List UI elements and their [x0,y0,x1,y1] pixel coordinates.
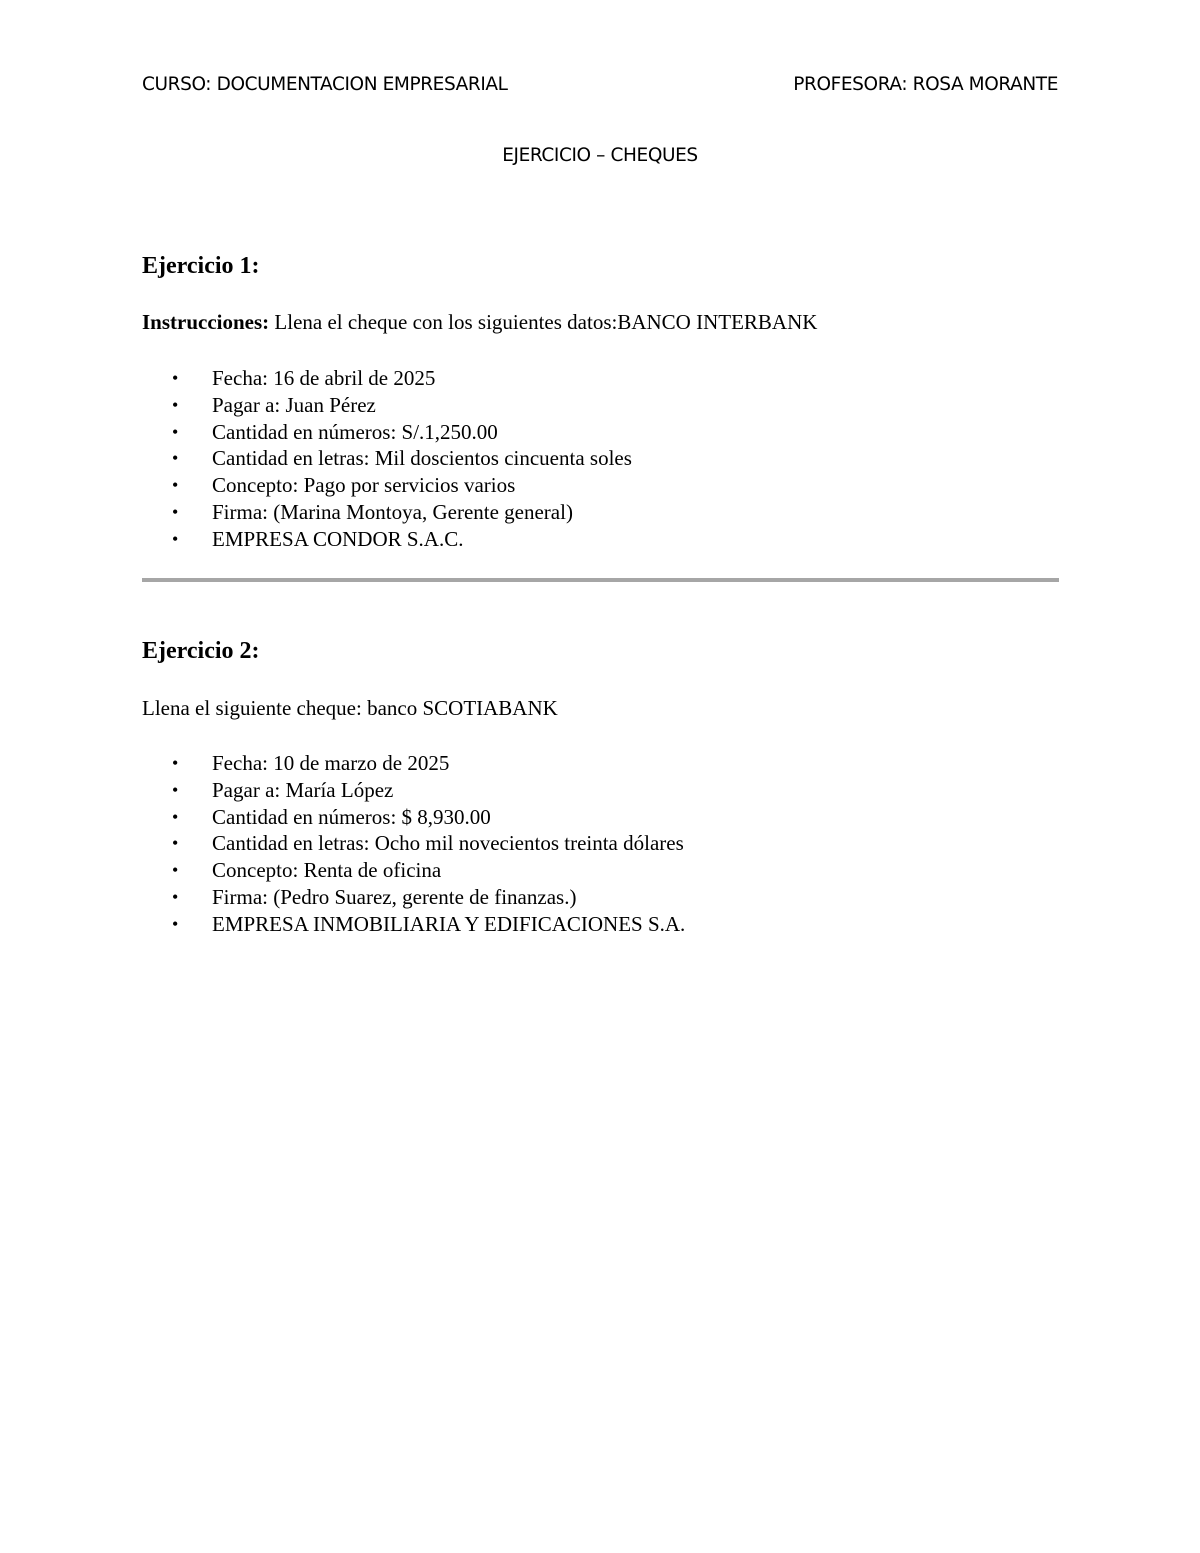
exercise-2-list [172,750,685,938]
list-item-text: Firma: (Pedro Suarez, gerente de finanzas.) [212,884,577,909]
list-item-text: Fecha: 16 de abril de 2025 [212,366,436,390]
bullet-icon: • [172,475,179,496]
bullet-icon: • [172,833,179,854]
list-item-text: Cantidad en letras: Mil doscientos cincuenta soles [212,446,632,471]
list-item-text: Cantidad en letras: Ocho mil novecientos treinta dólares [212,831,684,856]
bullet-icon: • [172,501,179,522]
list-item [172,750,685,777]
bullet-icon: • [172,779,179,800]
exercise-1-list [172,365,632,553]
exercise-2-instructions: Llena el siguiente cheque: banco SCOTIABANK [142,696,558,720]
bullet-icon: • [172,421,179,442]
bullet-icon: • [172,394,179,415]
list-item [172,365,632,392]
bullet-icon: • [172,860,179,881]
list-item-text: Cantidad en números: S/.1,250.00 [212,419,498,444]
list-item-text: Cantidad en números: $ 8,930.00 [212,804,491,829]
list-item [172,804,685,831]
course-header: CURSO: DOCUMENTACION EMPRESARIAL [142,74,508,95]
list-item-text: Concepto: Renta de oficina [212,858,442,883]
bullet-icon: • [172,448,179,469]
list-item-text: EMPRESA CONDOR S.A.C. [212,526,464,551]
bullet-icon: • [172,806,179,827]
list-item [172,911,685,938]
exercise-1-instructions [142,310,817,335]
bullet-icon: • [172,528,179,549]
list-item-text: EMPRESA INMOBILIARIA Y EDIFICACIONES S.A. [212,911,686,936]
list-item-text: Concepto: Pago por servicios varios [212,473,516,498]
list-item-text: Pagar a: María López [212,777,394,802]
section-divider [142,578,1059,582]
bullet-icon: • [172,753,179,773]
list-item-text: Fecha: 10 de marzo de 2025 [212,751,450,775]
list-item-text: Firma: (Marina Montoya, Gerente general) [212,499,573,524]
list-item [172,857,685,884]
list-item [172,526,632,553]
bullet-icon: • [172,886,179,907]
list-item [172,392,632,419]
instructions-label: Instrucciones: [142,310,270,334]
instructions-text: Llena el cheque con los siguientes datos:BANCO INTERBANK [269,310,818,334]
list-item [172,830,685,857]
exercise-1-heading: Ejercicio 1: [142,253,260,279]
exercise-2-heading: Ejercicio 2: [142,638,260,664]
bullet-icon: • [172,368,179,388]
document-title: EJERCICIO – CHEQUES [502,145,698,166]
list-item [172,499,632,526]
bullet-icon: • [172,913,179,934]
list-item [172,419,632,446]
list-item [172,884,685,911]
list-item [172,777,685,804]
list-item [172,445,632,472]
list-item-text: Pagar a: Juan Pérez [212,392,376,417]
teacher-header: PROFESORA: ROSA MORANTE [793,74,1058,95]
list-item [172,472,632,499]
